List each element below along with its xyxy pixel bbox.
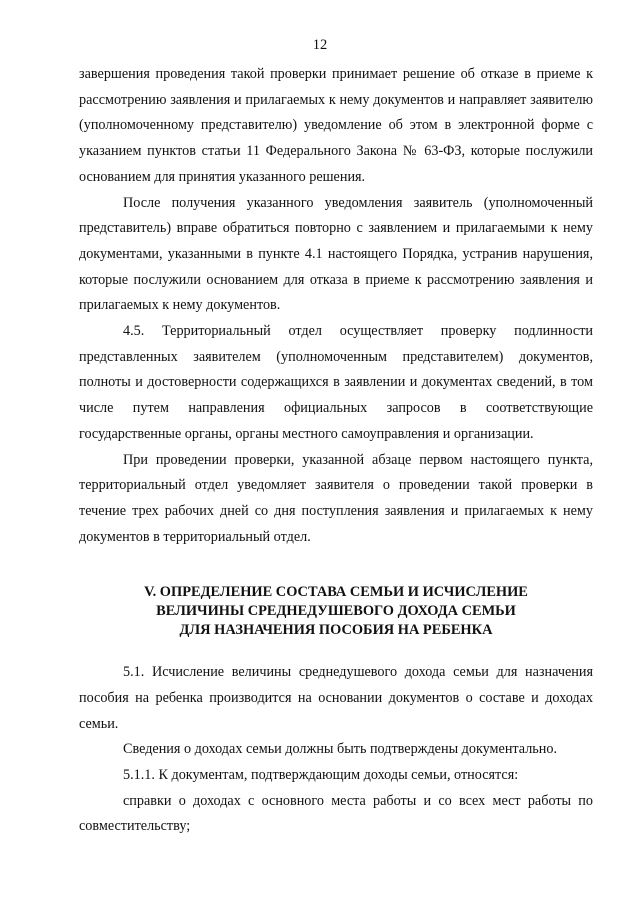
section-heading-line: ВЕЛИЧИНЫ СРЕДНЕДУШЕВОГО ДОХОДА СЕМЬИ (156, 602, 516, 619)
paragraph-5-1: 5.1. Исчисление величины среднедушевого дохода семьи для назначения пособия на ребенка производится на основании документов о составе и доходах семьи. (79, 664, 593, 732)
paragraph-5-1-1: 5.1.1. К документам, подтверждающим доходы семьи, относятся: (123, 766, 519, 783)
paragraph-4-5: 4.5. Территориальный отдел осуществляет проверку подлинности представленных заявителем (уполномоченным представителем) документов, полноты и достоверности содержащихся в заявлении и документах сведений, в том числе путем направления официальных запросов в соответствующие государственные органы, органы местного самоуправления и организации. (79, 323, 593, 442)
section-heading-line: ДЛЯ НАЗНАЧЕНИЯ ПОСОБИЯ НА РЕБЕНКА (179, 621, 493, 638)
paragraph-continuation: завершения проведения такой проверки принимает решение об отказе в приеме к рассмотрению заявления и прилагаемых к нему документов и направляет заявителю (уполномоченному представителю) уведомление об этом в электронной форме с указанием пунктов статьи 11 Федерального Закона № 63-ФЗ, которые послужили основанием для принятия указанного решения. (79, 66, 593, 185)
paragraph-income-confirmation: Сведения о доходах семьи должны быть подтверждены документально. (123, 741, 558, 758)
page-number: 12 (312, 37, 328, 53)
paragraph-verification-notice: При проведении проверки, указанной абзаце первом настоящего пункта, территориальный отдел уведомляет заявителя о проведении такой проверки в течение трех рабочих дней со дня поступления заявления и прилагаемых к нему документов в территориальный отдел. (79, 451, 593, 545)
paragraph-income-certificates: справки о доходах с основного места работы и со всех мест работы по совместительству; (79, 792, 593, 835)
paragraph-repeat-application: После получения указанного уведомления заявитель (уполномоченный представитель) вправе обратиться повторно с заявлением и прилагаемыми к нему документами, указанными в пункте 4.1 настоящего Порядка, устранив нарушения, которые послужили основанием для отказа в приеме к рассмотрению заявления и прилагаемых к нему документов. (79, 194, 593, 314)
section-heading (79, 583, 593, 639)
section-heading-line: V. ОПРЕДЕЛЕНИЕ СОСТАВА СЕМЬИ И ИСЧИСЛЕНИЕ (144, 584, 528, 601)
document-body (79, 62, 593, 840)
